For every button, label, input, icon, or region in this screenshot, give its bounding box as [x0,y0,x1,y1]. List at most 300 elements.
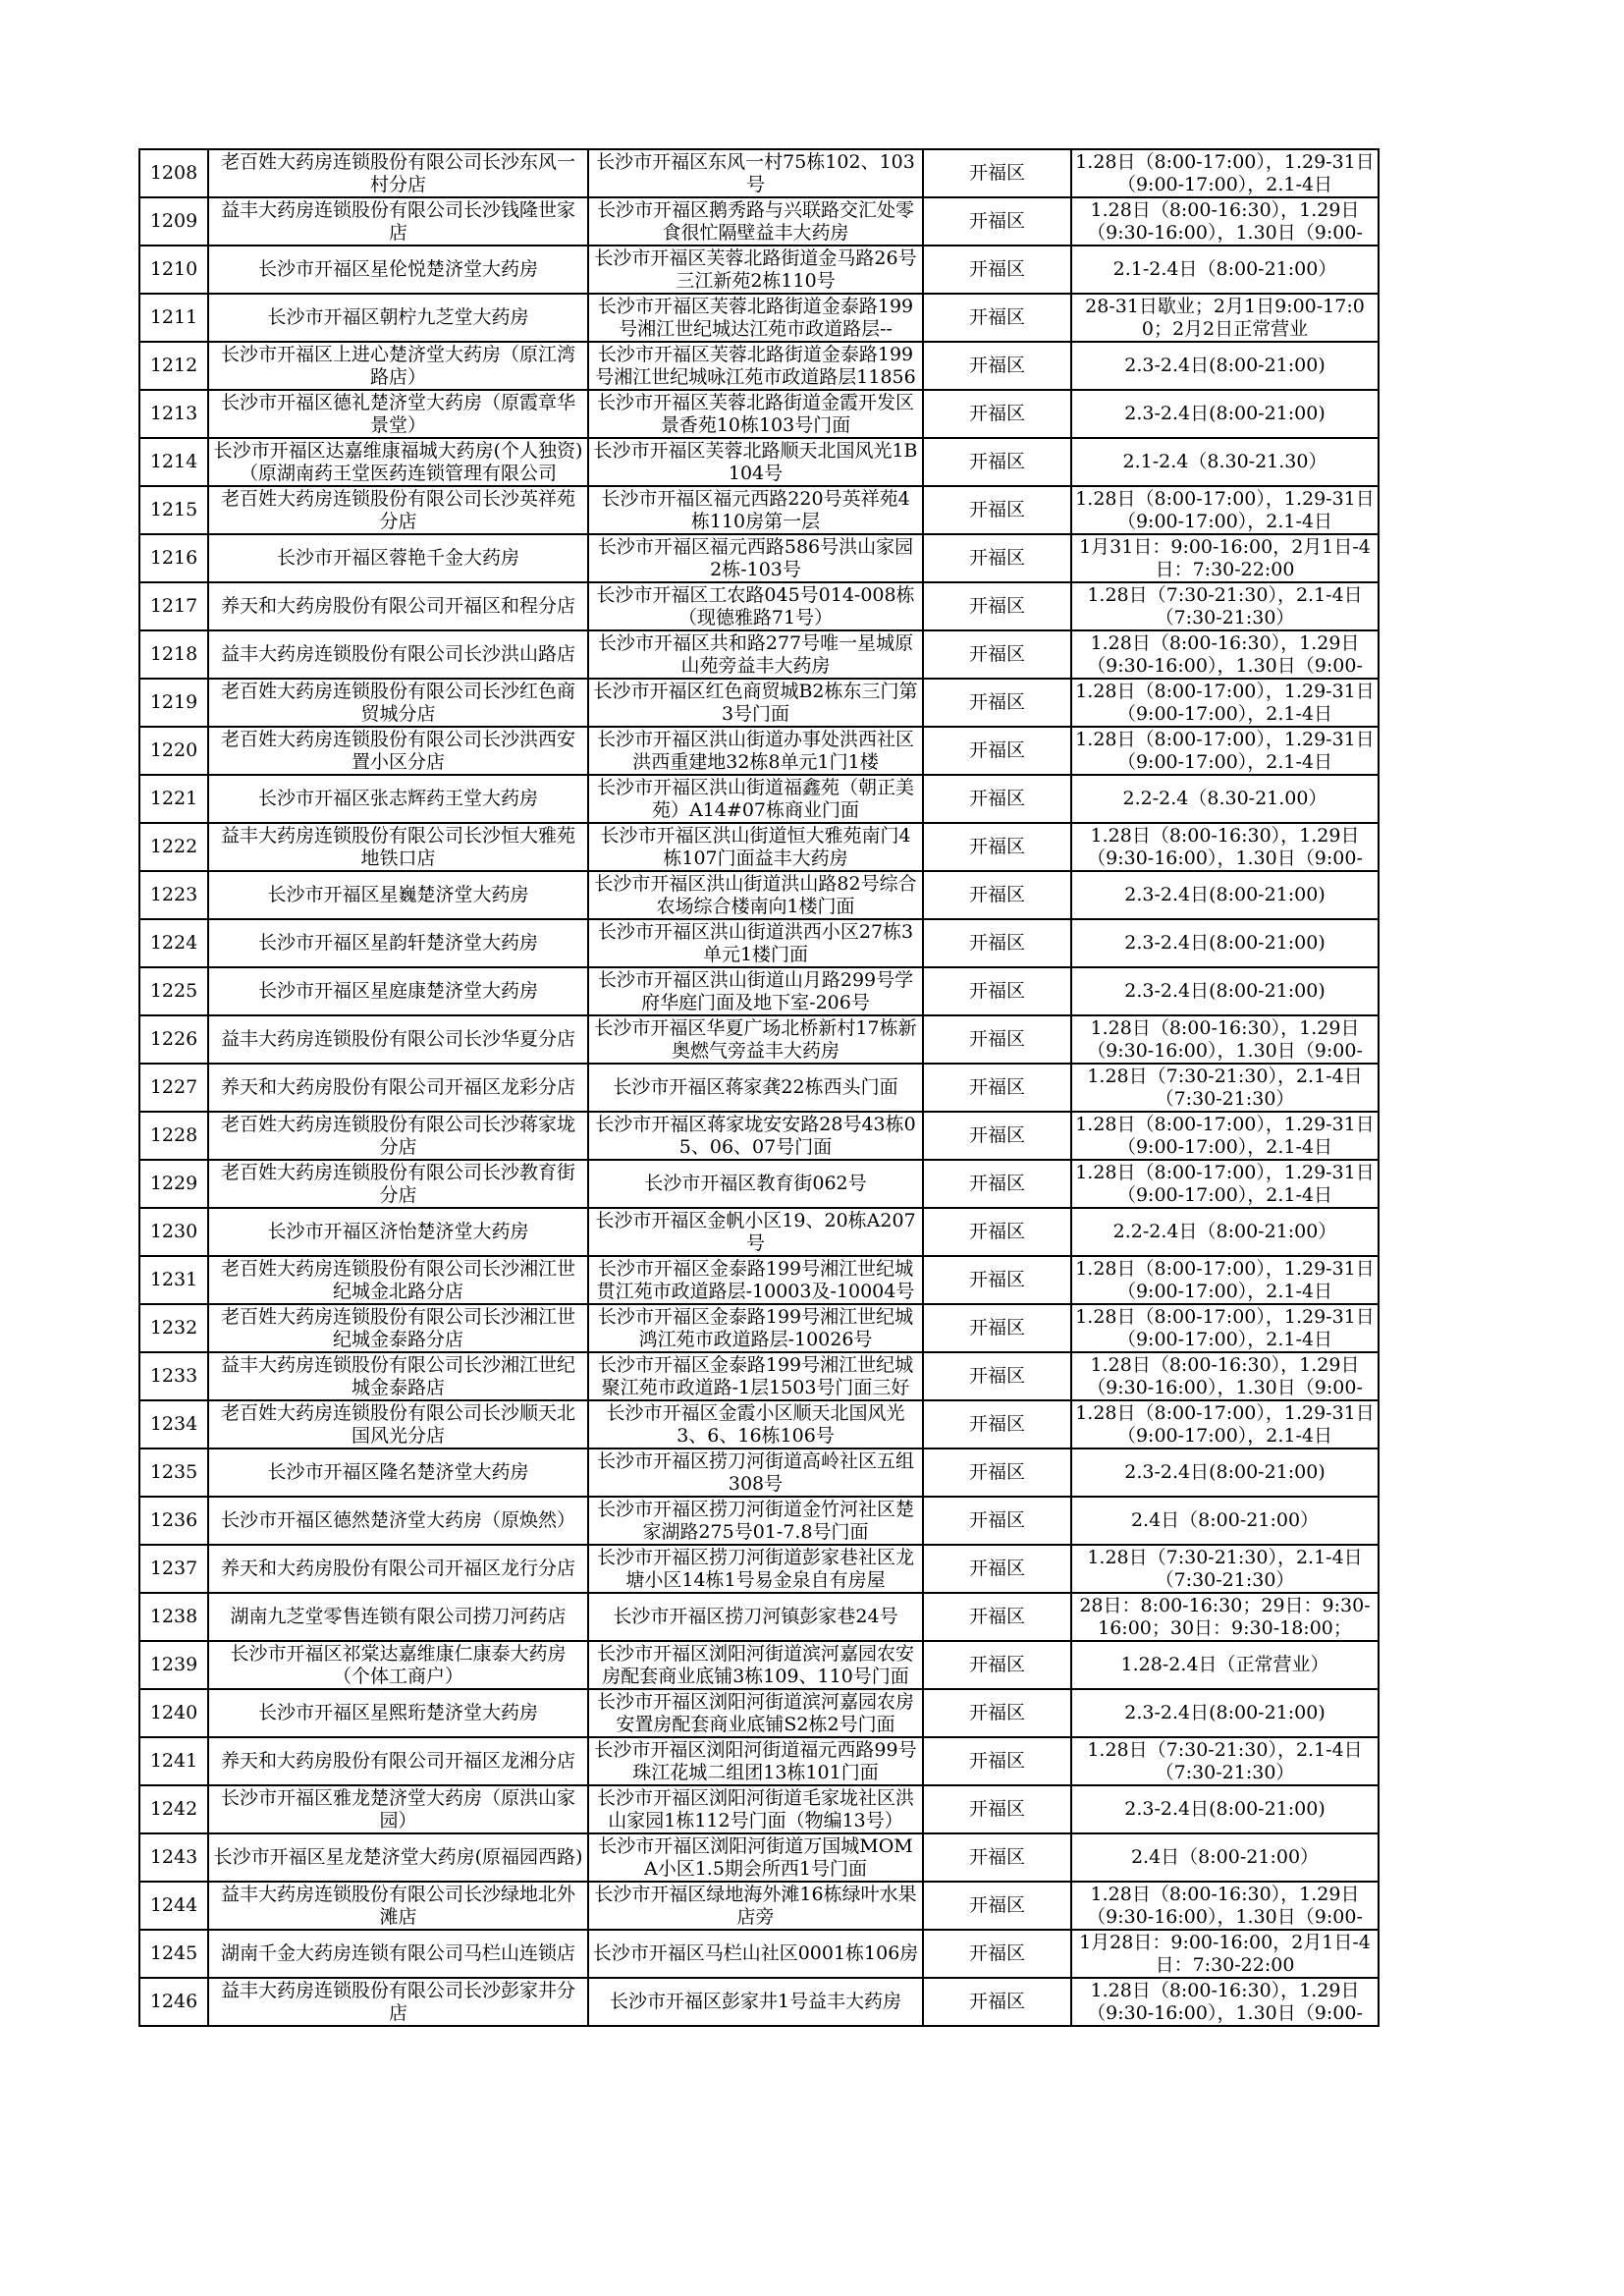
address-cell [588,775,923,823]
address-cell [588,1641,923,1689]
district-cell [923,1256,1071,1304]
pharmacy-name-cell-text: 长沙市开福区星伦悦楚济堂大药房 [257,258,538,280]
pharmacy-name-cell-text: 长沙市开福区蓉艳千金大药房 [276,547,519,569]
business-hours-cell [1071,775,1379,823]
business-hours-cell-text: 1.28日（8:00-17:00），1.29-31日（9:00-17:00），2.1-4日 [1075,150,1375,195]
row-number-cell-text: 1214 [149,451,198,472]
address-cell-text: 长沙市开福区红色商贸城B2栋东三门第3号门面 [593,680,918,725]
address-cell [588,438,923,486]
row-number-cell [139,967,208,1015]
row-number-cell [139,438,208,486]
district-cell [923,1400,1071,1449]
business-hours-cell [1071,486,1379,534]
business-hours-cell [1071,149,1379,197]
address-cell-text: 长沙市开福区捞刀河镇彭家巷24号 [613,1606,898,1627]
district-cell-text: 开福区 [968,595,1025,617]
row-number-cell-text: 1219 [149,691,198,713]
district-cell-text: 开福区 [968,499,1025,520]
table-row [139,1304,1379,1352]
business-hours-cell-text: 2.3-2.4日(8:00-21:00) [1124,403,1326,424]
district-cell [923,1593,1071,1641]
district-cell [923,582,1071,630]
district-cell-text: 开福区 [968,643,1025,665]
table-row [139,246,1379,294]
business-hours-cell-text: 1.28日（7:30-21:30），2.1-4日（7:30-21:30） [1087,1738,1363,1783]
business-hours-cell [1071,1208,1379,1256]
table-row [139,1785,1379,1833]
table-row [139,1256,1379,1304]
pharmacy-name-cell-text: 长沙市开福区星庭康楚济堂大药房 [257,980,538,1002]
row-number-cell [139,1160,208,1208]
district-cell [923,149,1071,197]
district-cell [923,534,1071,582]
row-number-cell-text: 1226 [149,1028,198,1050]
row-number-cell-text: 1241 [149,1750,198,1772]
business-hours-cell-text: 1月31日：9:00-16:00，2月1日-4日：7:30-22:00 [1079,535,1371,580]
pharmacy-name-cell-text: 长沙市开福区德然楚济堂大药房（原焕然） [220,1509,575,1531]
row-number-cell [139,1593,208,1641]
business-hours-cell [1071,1882,1379,1930]
business-hours-cell-text: 1.28日（8:00-16:30），1.29日（9:30-16:00），1.30日（9:00- [1087,1353,1363,1398]
row-number-cell [139,149,208,197]
business-hours-cell [1071,1497,1379,1545]
pharmacy-name-cell-text: 益丰大药房连锁股份有限公司长沙湘江世纪城金泰路店 [220,1353,575,1398]
district-cell-text: 开福区 [968,932,1025,954]
table-row [139,871,1379,919]
pharmacy-name-cell-text: 益丰大药房连锁股份有限公司长沙华夏分店 [220,1028,575,1050]
pharmacy-name-cell [208,197,588,246]
row-number-cell-text: 1217 [149,595,198,617]
table-row [139,438,1379,486]
district-cell-text: 开福区 [968,1269,1025,1290]
pharmacy-name-cell [208,1785,588,1833]
row-number-cell [139,1304,208,1352]
pharmacy-name-cell-text: 老百姓大药房连锁股份有限公司长沙湘江世纪城金泰路分店 [220,1305,575,1350]
address-cell-text: 长沙市开福区浏阳河街道福元西路99号珠江花城二组团13栋101门面 [594,1738,917,1783]
business-hours-cell [1071,1015,1379,1064]
business-hours-cell-text: 1.28日（8:00-16:30），1.29日（9:30-16:00），1.30日（9:00- [1087,1016,1363,1062]
row-number-cell-text: 1218 [149,643,198,665]
row-number-cell-text: 1216 [149,547,198,569]
business-hours-cell [1071,1737,1379,1785]
pharmacy-name-cell-text: 长沙市开福区上进心楚济堂大药房（原江湾路店） [220,343,575,388]
pharmacy-name-cell [208,919,588,967]
address-cell-text: 长沙市开福区马栏山社区0001栋106房 [592,1942,919,1964]
district-cell [923,1833,1071,1882]
district-cell-text: 开福区 [968,258,1025,280]
address-cell [588,534,923,582]
row-number-cell-text: 1236 [149,1509,198,1531]
address-cell-text: 长沙市开福区福元西路220号英祥苑4栋110房第一层 [601,487,910,532]
district-cell [923,197,1071,246]
address-cell-text: 长沙市开福区金泰路199号湘江世纪城聚江苑市政道路-1层1503号门面三好 [597,1353,914,1398]
pharmacy-name-cell [208,342,588,390]
district-cell-text: 开福区 [968,788,1025,809]
address-cell [588,197,923,246]
address-cell [588,1449,923,1497]
table-row [139,1689,1379,1737]
table-row [139,679,1379,727]
row-number-cell [139,630,208,679]
table-row [139,1208,1379,1256]
row-number-cell [139,871,208,919]
district-cell-text: 开福区 [968,162,1025,184]
pharmacy-name-cell [208,294,588,342]
address-cell [588,149,923,197]
row-number-cell-text: 1209 [149,210,198,232]
pharmacy-name-cell [208,1352,588,1400]
district-cell-text: 开福区 [968,403,1025,424]
row-number-cell [139,1978,208,2026]
row-number-cell [139,1449,208,1497]
pharmacy-name-cell-text: 长沙市开福区张志辉药王堂大药房 [257,788,538,809]
pharmacy-name-cell [208,775,588,823]
address-cell [588,1593,923,1641]
pharmacy-name-cell-text: 益丰大药房连锁股份有限公司长沙恒大雅苑地铁口店 [220,824,575,869]
table-row [139,1978,1379,2026]
row-number-cell-text: 1239 [149,1654,198,1675]
address-cell-text: 长沙市开福区芙蓉北路街道金泰路199号湘江世纪城咏江苑市政道路层11856 [595,343,916,388]
business-hours-cell-text: 1.28日（7:30-21:30），2.1-4日（7:30-21:30） [1087,1065,1363,1110]
business-hours-cell-text: 1.28日（8:00-16:30），1.29日（9:30-16:00），1.30日（9:00- [1087,1883,1363,1928]
address-cell [588,1352,923,1400]
table-row [139,149,1379,197]
address-cell-text: 长沙市开福区芙蓉北路街道金泰路199号湘江世纪城达江苑市政道路层-- [597,295,914,340]
district-cell-text: 开福区 [968,1124,1025,1146]
district-cell-text: 开福区 [968,1798,1025,1820]
business-hours-cell-text: 2.1-2.4（8.30-21.30） [1122,451,1327,472]
row-number-cell [139,197,208,246]
pharmacy-name-cell-text: 长沙市开福区德礼楚济堂大药房（原霞章华景堂） [220,391,575,436]
row-number-cell-text: 1233 [149,1365,198,1387]
pharmacy-name-cell [208,1256,588,1304]
district-cell [923,823,1071,871]
pharmacy-name-cell-text: 益丰大药房连锁股份有限公司长沙钱隆世家店 [220,198,575,244]
address-cell-text: 长沙市开福区芙蓉北路街道金霞开发区景香苑10栋103号门面 [596,391,914,436]
pharmacy-name-cell [208,967,588,1015]
address-cell [588,582,923,630]
address-cell-text: 长沙市开福区工农路045号014-008栋（现德雅路71号） [596,583,915,629]
district-cell [923,486,1071,534]
pharmacy-name-cell-text: 长沙市开福区星巍楚济堂大药房 [267,884,529,905]
pharmacy-name-cell-text: 长沙市开福区达嘉维康福城大药房(个人独资)（原湖南药王堂医药连锁管理有限公司 [213,439,583,484]
address-cell-text: 长沙市开福区华夏广场北桥新村17栋新奥燃气旁益丰大药房 [594,1016,917,1062]
business-hours-cell-text: 2.2-2.4日（8:00-21:00） [1112,1221,1337,1242]
district-cell-text: 开福区 [968,884,1025,905]
district-cell-text: 开福区 [968,980,1025,1002]
pharmacy-name-cell-text: 老百姓大药房连锁股份有限公司长沙东风一村分店 [220,150,575,195]
table-row [139,1112,1379,1160]
address-cell-text: 长沙市开福区共和路277号唯一星城原山苑旁益丰大药房 [597,631,914,677]
business-hours-cell-text: 2.3-2.4日(8:00-21:00) [1124,1461,1326,1483]
address-cell [588,679,923,727]
row-number-cell-text: 1230 [149,1221,198,1242]
business-hours-cell [1071,342,1379,390]
address-cell-text: 长沙市开福区东风一村75栋102、103号 [596,150,915,195]
business-hours-cell [1071,1256,1379,1304]
pharmacy-name-cell [208,1833,588,1882]
address-cell [588,967,923,1015]
district-cell-text: 开福区 [968,1221,1025,1242]
pharmacy-name-cell [208,1593,588,1641]
pharmacy-name-cell [208,1304,588,1352]
district-cell-text: 开福区 [968,1606,1025,1627]
business-hours-cell [1071,967,1379,1015]
address-cell-text: 长沙市开福区金霞小区顺天北国风光3、6、16栋106号 [606,1401,905,1447]
table-row [139,823,1379,871]
pharmacy-name-cell [208,1689,588,1737]
business-hours-cell-text: 2.3-2.4日(8:00-21:00) [1124,1798,1326,1820]
business-hours-cell [1071,1449,1379,1497]
business-hours-cell [1071,197,1379,246]
business-hours-cell [1071,727,1379,775]
table-row [139,390,1379,438]
row-number-cell [139,1112,208,1160]
address-cell [588,1112,923,1160]
district-cell [923,1689,1071,1737]
address-cell [588,1545,923,1593]
pharmacy-name-cell-text: 益丰大药房连锁股份有限公司长沙洪山路店 [220,643,575,665]
business-hours-cell-text: 1.28日（7:30-21:30），2.1-4日（7:30-21:30） [1087,583,1363,629]
pharmacy-name-cell-text: 老百姓大药房连锁股份有限公司长沙教育街分店 [220,1161,575,1206]
row-number-cell [139,342,208,390]
district-cell-text: 开福区 [968,1173,1025,1194]
district-cell [923,1064,1071,1112]
pharmacy-name-cell-text: 长沙市开福区星韵轩楚济堂大药房 [257,932,538,954]
district-cell [923,1304,1071,1352]
address-cell-text: 长沙市开福区洪山街道恒大雅苑南门4栋107门面益丰大药房 [600,824,911,869]
row-number-cell [139,919,208,967]
district-cell [923,1785,1071,1833]
business-hours-cell [1071,534,1379,582]
address-cell-text: 长沙市开福区芙蓉北路街道金马路26号三江新苑2栋110号 [594,246,917,292]
district-cell-text: 开福区 [968,1413,1025,1435]
district-cell-text: 开福区 [968,1317,1025,1339]
row-number-cell-text: 1213 [149,403,198,424]
district-cell-text: 开福区 [968,1942,1025,1964]
address-cell-text: 长沙市开福区捞刀河街道金竹河社区楚家湖路275号01-7.8号门面 [596,1498,914,1543]
pharmacy-name-cell-text: 长沙市开福区隆名楚济堂大药房 [267,1461,529,1483]
pharmacy-name-cell-text: 养天和大药房股份有限公司开福区龙湘分店 [220,1750,575,1772]
address-cell-text: 长沙市开福区捞刀河街道彭家巷社区龙塘小区14栋1号易金泉自有房屋 [596,1546,914,1591]
pharmacy-name-cell-text: 养天和大药房股份有限公司开福区龙彩分店 [220,1076,575,1098]
table-row [139,1930,1379,1978]
address-cell-text: 长沙市开福区蒋家龚22栋西头门面 [613,1076,898,1098]
row-number-cell-text: 1245 [149,1942,198,1964]
business-hours-cell [1071,1160,1379,1208]
pharmacy-name-cell [208,1882,588,1930]
business-hours-cell [1071,390,1379,438]
business-hours-cell [1071,294,1379,342]
row-number-cell-text: 1243 [149,1846,198,1868]
district-cell-text: 开福区 [968,451,1025,472]
business-hours-cell [1071,1112,1379,1160]
pharmacy-name-cell [208,1160,588,1208]
address-cell [588,1400,923,1449]
pharmacy-name-cell-text: 益丰大药房连锁股份有限公司长沙彭家井分店 [220,1979,575,2024]
business-hours-cell-text: 1.28日（8:00-17:00），1.29-31日（9:00-17:00），2.1-4日 [1075,487,1375,532]
business-hours-cell-text: 2.4日（8:00-21:00） [1130,1846,1320,1868]
table-row [139,919,1379,967]
pharmacy-name-cell [208,727,588,775]
address-cell-text: 长沙市开福区芙蓉北路顺天北国风光1B104号 [593,439,918,484]
pharmacy-name-cell-text: 益丰大药房连锁股份有限公司长沙绿地北外滩店 [220,1883,575,1928]
table-row [139,534,1379,582]
address-cell-text: 长沙市开福区金泰路199号湘江世纪城鸿江苑市政道路层-10026号 [597,1305,914,1350]
pharmacy-name-cell [208,1064,588,1112]
business-hours-cell-text: 1.28-2.4日（正常营业） [1120,1654,1329,1675]
address-cell [588,1064,923,1112]
table-row [139,294,1379,342]
pharmacy-name-cell [208,149,588,197]
business-hours-cell [1071,630,1379,679]
pharmacy-name-cell [208,246,588,294]
district-cell-text: 开福区 [968,739,1025,761]
table-row [139,582,1379,630]
pharmacy-name-cell-text: 老百姓大药房连锁股份有限公司长沙洪西安置小区分店 [220,728,575,773]
pharmacy-name-cell [208,630,588,679]
table-row [139,967,1379,1015]
row-number-cell-text: 1237 [149,1558,198,1579]
table-row [139,197,1379,246]
row-number-cell [139,727,208,775]
district-cell-text: 开福区 [968,1509,1025,1531]
address-cell [588,1930,923,1978]
row-number-cell [139,582,208,630]
business-hours-cell-text: 2.3-2.4日(8:00-21:00) [1124,932,1326,954]
address-cell [588,390,923,438]
business-hours-cell-text: 28日：8:00-16:30；29日：9:30-16:00；30日：9:30-18:00； [1079,1594,1371,1639]
business-hours-cell [1071,1930,1379,1978]
business-hours-cell [1071,823,1379,871]
district-cell-text: 开福区 [968,1028,1025,1050]
row-number-cell-text: 1228 [149,1124,198,1146]
address-cell-text: 长沙市开福区浏阳河街道滨河嘉园农安房配套商业底铺3栋109、110号门面 [596,1642,914,1687]
row-number-cell [139,679,208,727]
pharmacy-name-cell-text: 老百姓大药房连锁股份有限公司长沙顺天北国风光分店 [220,1401,575,1447]
address-cell [588,823,923,871]
business-hours-cell-text: 2.3-2.4日(8:00-21:00) [1124,980,1326,1002]
pharmacy-name-cell [208,1978,588,2026]
business-hours-cell-text: 2.3-2.4日(8:00-21:00) [1124,884,1326,905]
row-number-cell [139,1400,208,1449]
row-number-cell-text: 1244 [149,1894,198,1916]
business-hours-cell [1071,1689,1379,1737]
pharmacy-name-cell-text: 养天和大药房股份有限公司开福区龙行分店 [220,1558,575,1579]
business-hours-cell [1071,582,1379,630]
district-cell [923,1641,1071,1689]
pharmacy-name-cell [208,1449,588,1497]
row-number-cell [139,390,208,438]
business-hours-cell [1071,1400,1379,1449]
district-cell-text: 开福区 [968,1991,1025,2012]
table-row [139,342,1379,390]
row-number-cell-text: 1223 [149,884,198,905]
district-cell-text: 开福区 [968,210,1025,232]
table-row [139,1497,1379,1545]
business-hours-cell [1071,919,1379,967]
row-number-cell-text: 1212 [149,355,198,376]
row-number-cell [139,1015,208,1064]
address-cell [588,1160,923,1208]
table-row [139,486,1379,534]
pharmacy-name-cell [208,679,588,727]
table-row [139,727,1379,775]
table-row [139,1064,1379,1112]
district-cell [923,1015,1071,1064]
row-number-cell [139,294,208,342]
address-cell-text: 长沙市开福区浏阳河街道万国城MOMA小区1.5期会所西1号门面 [598,1834,913,1880]
address-cell [588,342,923,390]
row-number-cell-text: 1221 [149,788,198,809]
pharmacy-table [138,148,1380,2027]
pharmacy-name-cell-text: 长沙市开福区朝柠九芝堂大药房 [267,306,529,328]
pharmacy-name-cell [208,1400,588,1449]
business-hours-cell-text: 1.28日（8:00-16:30），1.29日（9:30-16:00），1.30日（9:00- [1087,198,1363,244]
district-cell-text: 开福区 [968,355,1025,376]
pharmacy-name-cell [208,1015,588,1064]
row-number-cell-text: 1210 [149,258,198,280]
district-cell [923,1449,1071,1497]
district-cell [923,1930,1071,1978]
pharmacy-name-cell-text: 长沙市开福区祁棠达嘉维康仁康泰大药房（个体工商户） [230,1642,567,1687]
pharmacy-name-cell [208,1112,588,1160]
row-number-cell [139,1545,208,1593]
pharmacy-name-cell-text: 老百姓大药房连锁股份有限公司长沙英祥苑分店 [220,487,575,532]
row-number-cell-text: 1224 [149,932,198,954]
business-hours-cell-text: 2.4日（8:00-21:00） [1130,1509,1320,1531]
district-cell [923,871,1071,919]
table-row [139,1449,1379,1497]
address-cell-text: 长沙市开福区教育街062号 [644,1173,867,1194]
table-row [139,1160,1379,1208]
district-cell [923,967,1071,1015]
district-cell [923,1160,1071,1208]
address-cell [588,1208,923,1256]
row-number-cell-text: 1240 [149,1702,198,1723]
row-number-cell [139,1208,208,1256]
district-cell-text: 开福区 [968,547,1025,569]
row-number-cell-text: 1234 [149,1413,198,1435]
business-hours-cell-text: 2.3-2.4日(8:00-21:00) [1124,1702,1326,1723]
business-hours-cell [1071,1978,1379,2026]
address-cell [588,1833,923,1882]
address-cell-text: 长沙市开福区蒋家垅安安路28号43栋05、06、07号门面 [595,1113,916,1158]
address-cell [588,246,923,294]
district-cell-text: 开福区 [968,1654,1025,1675]
pharmacy-name-cell-text: 老百姓大药房连锁股份有限公司长沙湘江世纪城金北路分店 [220,1257,575,1302]
business-hours-cell-text: 1.28日（8:00-17:00），1.29-31日（9:00-17:00），2.1-4日 [1075,1305,1375,1350]
district-cell [923,1208,1071,1256]
pharmacy-name-cell-text: 湖南千金大药房连锁有限公司马栏山连锁店 [220,1942,575,1964]
district-cell-text: 开福区 [968,306,1025,328]
district-cell-text: 开福区 [968,836,1025,857]
row-number-cell-text: 1227 [149,1076,198,1098]
row-number-cell-text: 1242 [149,1798,198,1820]
row-number-cell-text: 1225 [149,980,198,1002]
pharmacy-name-cell [208,1545,588,1593]
address-cell [588,1497,923,1545]
district-cell [923,342,1071,390]
row-number-cell [139,1833,208,1882]
pharmacy-name-cell [208,390,588,438]
address-cell-text: 长沙市开福区绿地海外滩16栋绿叶水果店旁 [594,1883,917,1928]
address-cell-text: 长沙市开福区捞刀河街道高岭社区五组308号 [596,1449,914,1495]
business-hours-cell-text: 1.28日（8:00-16:30），1.29日（9:30-16:00），1.30日（9:00- [1087,824,1363,869]
business-hours-cell [1071,1064,1379,1112]
address-cell [588,1689,923,1737]
district-cell [923,246,1071,294]
